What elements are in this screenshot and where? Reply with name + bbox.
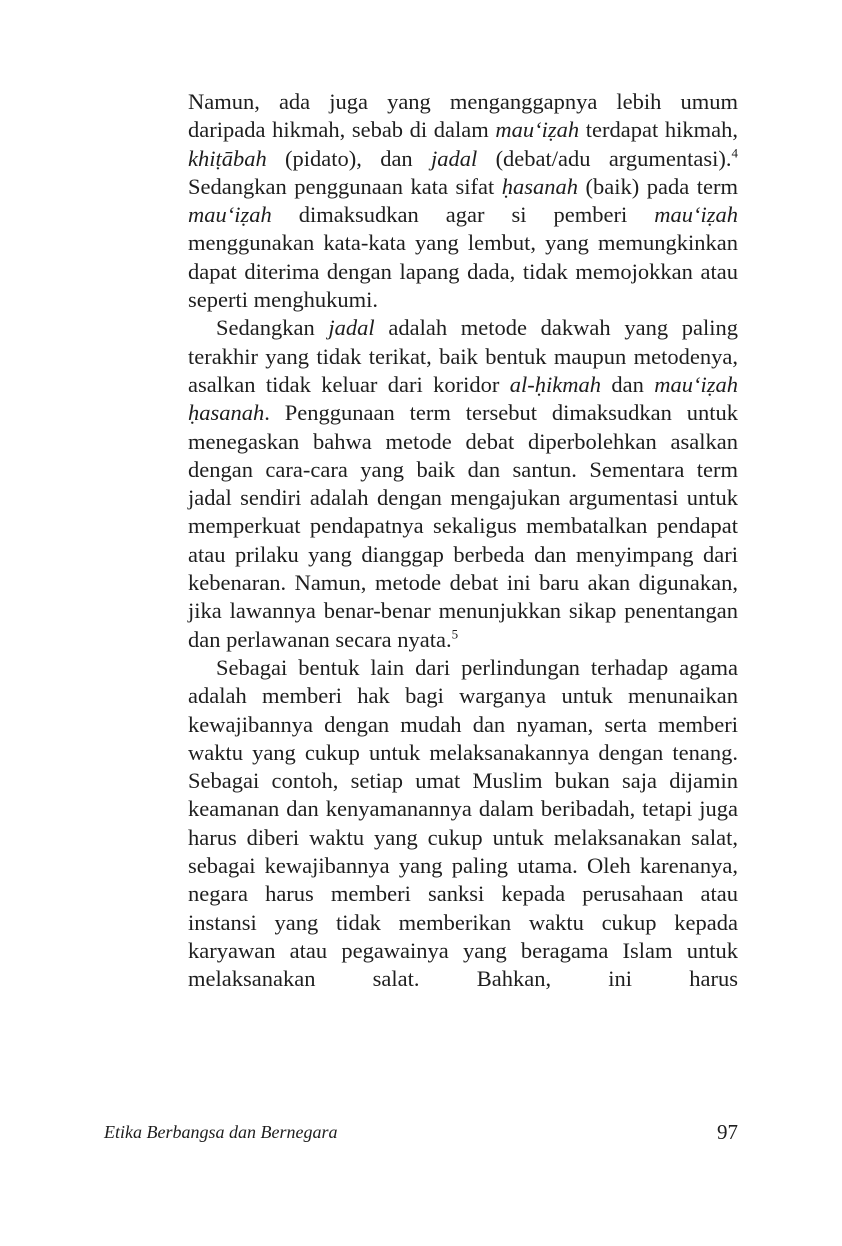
paragraph-1 xyxy=(188,88,738,314)
italic-term: jadal xyxy=(328,315,375,341)
text-run: Sedangkan xyxy=(216,315,329,341)
book-title: Etika Berbangsa dan Bernegara xyxy=(104,1122,338,1142)
italic-term: mau‘iẓah xyxy=(495,117,580,143)
text-run: dimaksudkan agar si pemberi xyxy=(271,202,655,228)
text-run: Namun, ada juga yang menganggapnya lebih umum daripada hikmah, sebab di dalam xyxy=(188,89,738,143)
italic-term: mau‘iẓah ḥasanah xyxy=(188,371,738,426)
italic-term: al-ḥikmah xyxy=(509,371,601,397)
text-run: menggunakan kata-kata yang lembut, yang memungkinkan dapat diterima dengan lapang dada, tidak memojokkan atau seperti menghukumi. xyxy=(188,230,738,313)
italic-term: jadal xyxy=(431,145,478,171)
text-run: Sebagai bentuk lain dari perlindungan terhadap agama adalah memberi hak bagi warganya untuk menunaikan kewajibannya dengan mudah dan nyaman, serta memberi waktu yang cukup untuk melaksanakannya dengan tenang. Sebagai contoh, setiap umat Muslim bukan saja dijamin keamanan dan kenyamanannya dalam beribadah, tetapi juga harus diberi waktu yang cukup untuk melaksanakan salat, sebagai kewajibannya yang paling utama. Oleh karenanya, negara harus memberi sanksi kepada perusahaan atau instansi yang tidak memberikan waktu cukup kepada karyawan atau pegawainya yang beragama Islam untuk melaksanakan salat. Bahkan, ini harus xyxy=(188,654,738,992)
text-run: (pidato), dan xyxy=(266,145,431,171)
italic-term: mau‘iẓah xyxy=(188,202,272,228)
text-run: adalah metode dakwah yang paling terakhir yang tidak terikat, baik bentuk maupun metodenya, asalkan tidak keluar dari koridor xyxy=(188,315,738,397)
text-run: dan xyxy=(601,371,655,397)
text-run: Sedangkan penggunaan kata sifat xyxy=(188,173,502,199)
footnote-ref: 5 xyxy=(451,626,459,642)
footnote-ref: 4 xyxy=(731,145,738,161)
paragraph-3 xyxy=(188,654,738,994)
page-number: 97 xyxy=(717,1120,738,1144)
italic-term: mau‘iẓah xyxy=(654,202,738,228)
italic-term: khiṭābah xyxy=(188,145,267,171)
text-run: terdapat hikmah, xyxy=(579,117,738,143)
body-text xyxy=(188,88,738,994)
paragraph-2 xyxy=(188,314,738,654)
text-run: (debat/adu argumentasi). xyxy=(477,145,732,171)
text-run: (baik) pada term xyxy=(578,173,738,199)
text-run: . Penggunaan term tersebut dimaksudkan untuk menegaskan bahwa metode debat diperbolehkan asalkan dengan cara-cara yang baik dan santun. Sementara term jadal sendiri adalah dengan mengajukan argumentasi untuk memperkuat pendapatnya sekaligus membatalkan pendapat atau prilaku yang dianggap berbeda dan menyimpang dari kebenaran. Namun, metode debat ini baru akan digunakan, jika lawannya benar-benar menunjukkan sikap penentangan dan perlawanan secara nyata. xyxy=(188,400,738,652)
italic-term: ḥasanah xyxy=(501,173,578,199)
